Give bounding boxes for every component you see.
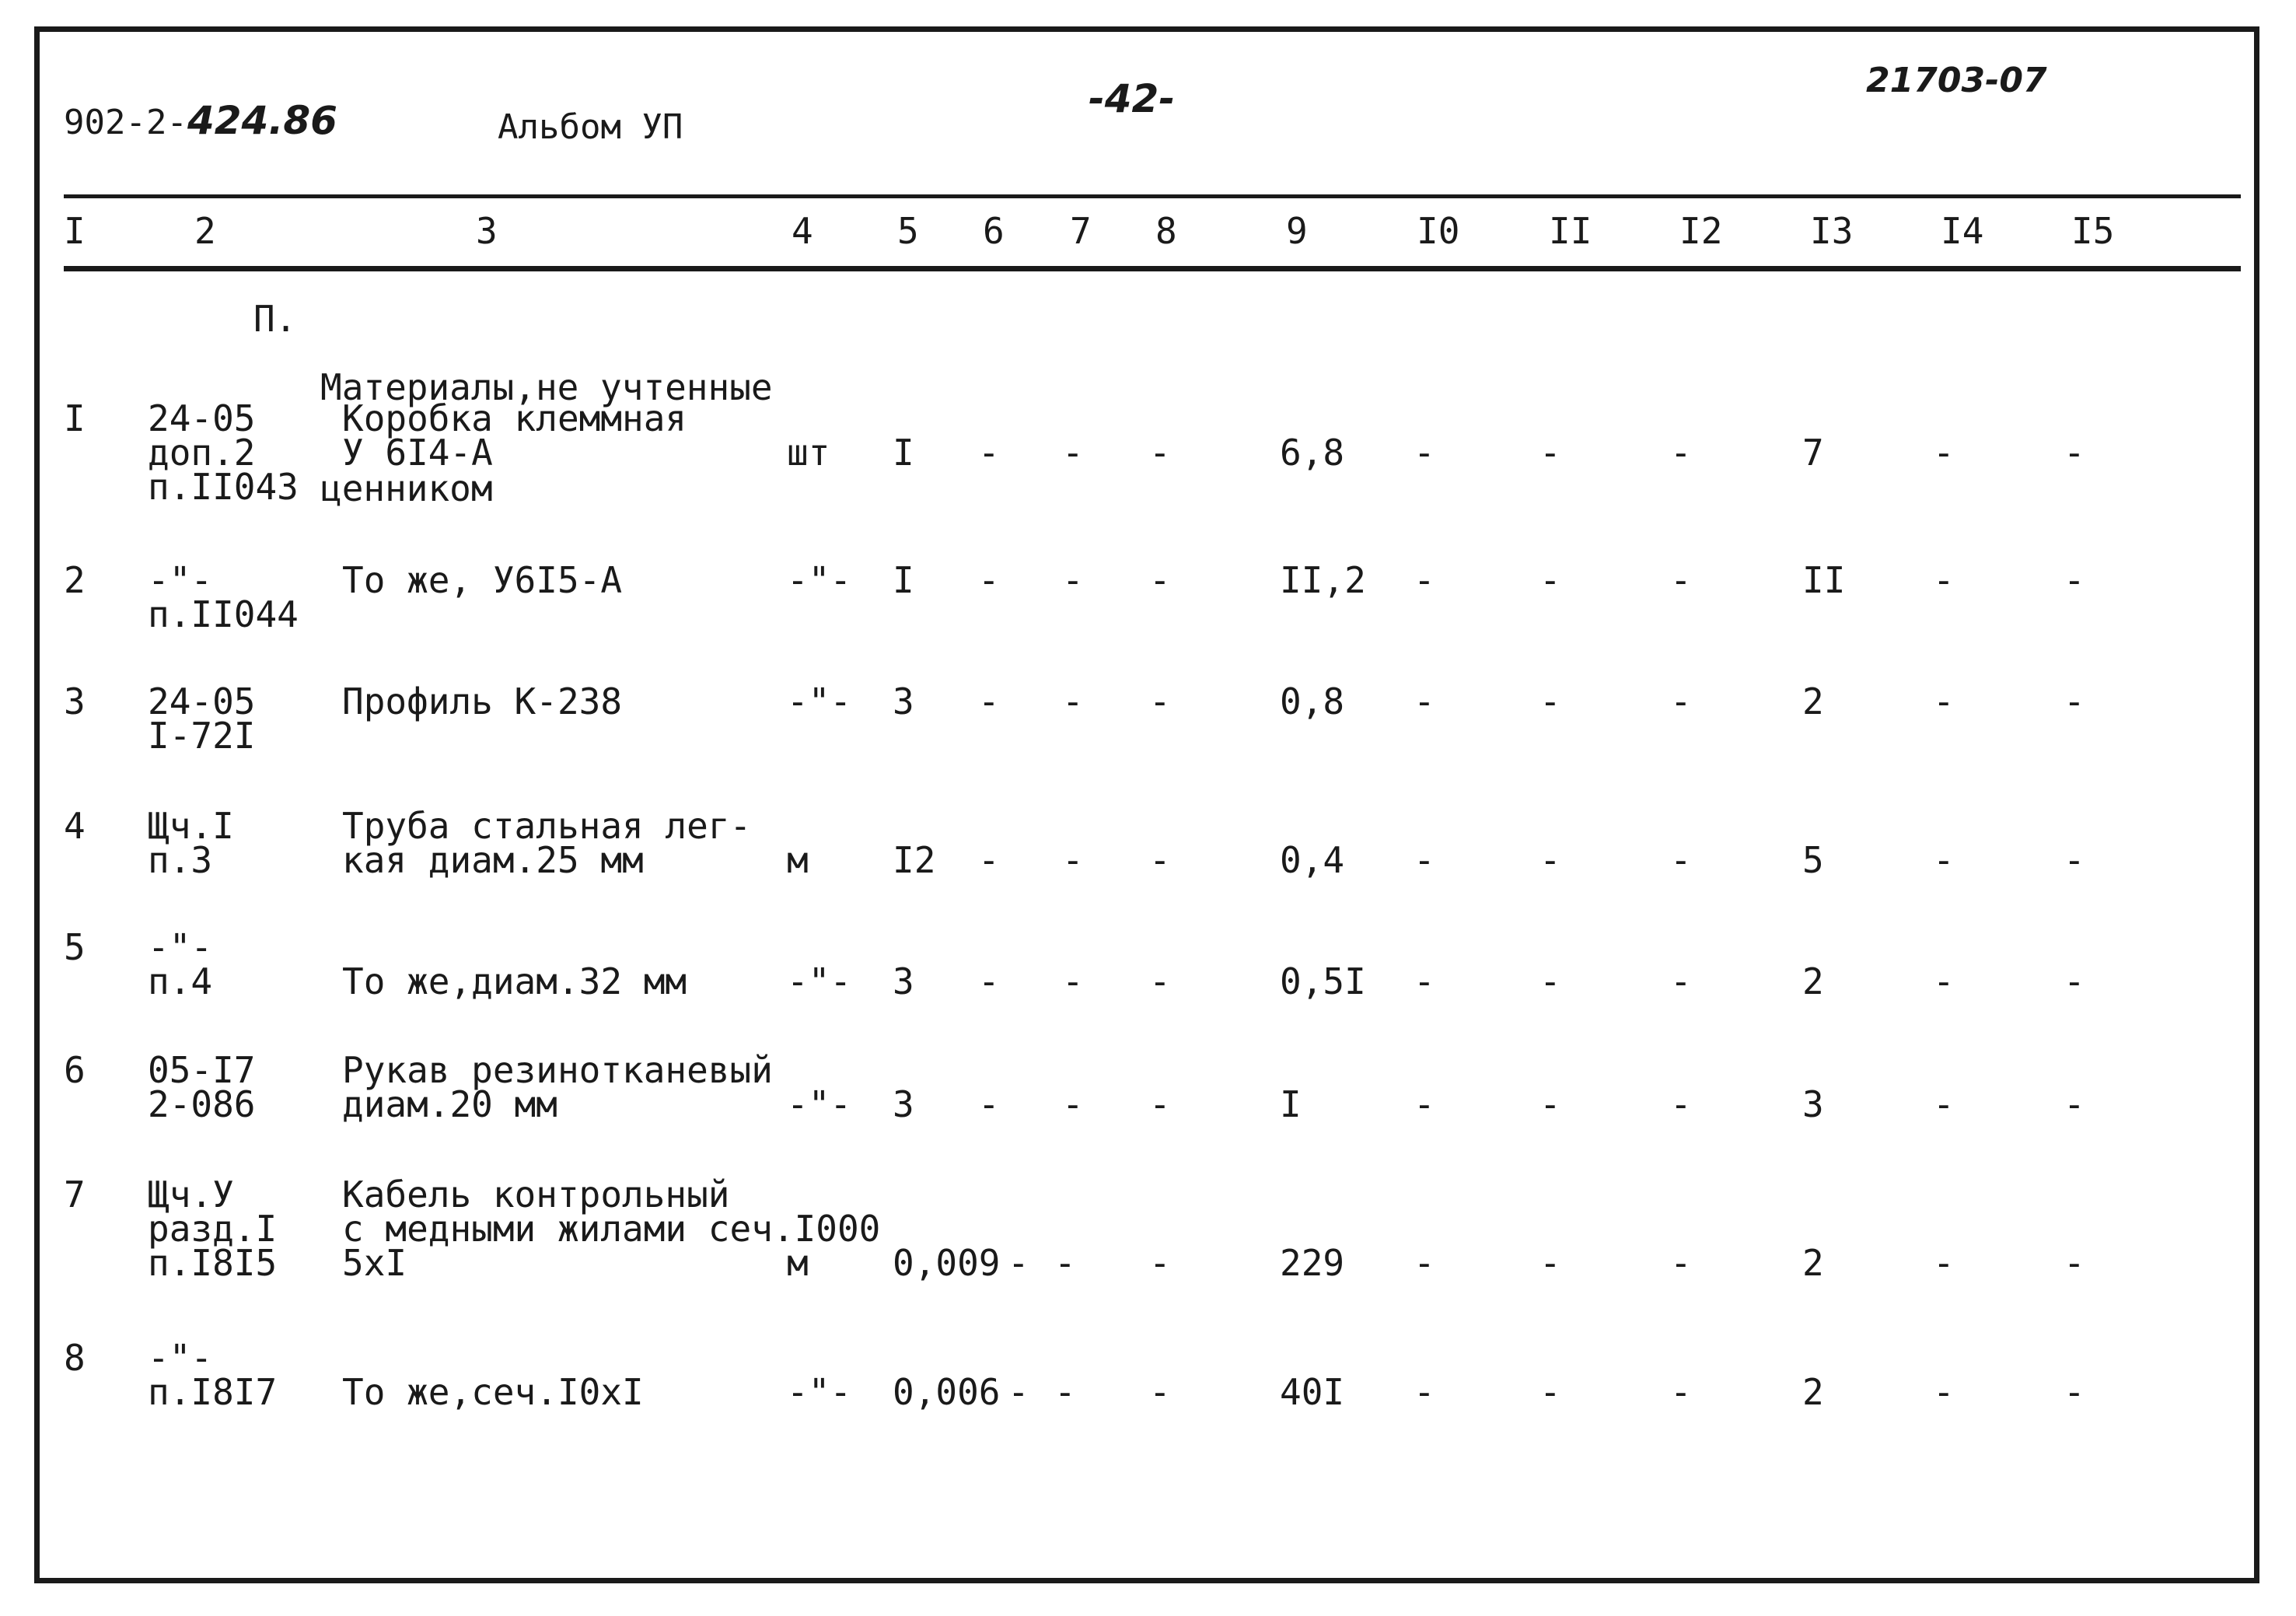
price-reference-line: п.I8I5 bbox=[148, 1242, 278, 1284]
dash-c12: - bbox=[1670, 960, 1692, 1002]
price-reference-line: Щч.I bbox=[148, 805, 234, 847]
dash-c6: - bbox=[978, 680, 1000, 722]
value-c13: 2 bbox=[1802, 1371, 1824, 1413]
dash-c8: - bbox=[1149, 839, 1171, 881]
price-reference bbox=[148, 805, 234, 881]
dash-c8: - bbox=[1149, 1371, 1171, 1413]
dash-c11: - bbox=[1539, 432, 1561, 474]
col-num-2: 2 bbox=[194, 210, 216, 252]
value-c13: 7 bbox=[1802, 432, 1824, 474]
material-name-line: То же, У6I5-А bbox=[342, 559, 623, 601]
dash-c11: - bbox=[1539, 1242, 1561, 1284]
col-num-15: I5 bbox=[2071, 210, 2115, 252]
dash-c11: - bbox=[1539, 1371, 1561, 1413]
dash-c15: - bbox=[2064, 960, 2085, 1002]
dash-c11: - bbox=[1539, 839, 1561, 881]
dash-c6: - bbox=[978, 839, 1000, 881]
series-number: 424.86 bbox=[187, 98, 337, 143]
value-c9: 229 bbox=[1280, 1242, 1345, 1284]
dash-c10: - bbox=[1414, 960, 1435, 1002]
price-reference-line: -"- bbox=[148, 559, 213, 601]
price-reference-line: доп.2 bbox=[148, 432, 256, 474]
dash-c6: - bbox=[1008, 1371, 1029, 1413]
dash-c8: - bbox=[1149, 960, 1171, 1002]
dash-c7: - bbox=[1062, 839, 1084, 881]
dash-c10: - bbox=[1414, 432, 1435, 474]
dash-c12: - bbox=[1670, 839, 1692, 881]
value-c13: 2 bbox=[1802, 960, 1824, 1002]
material-name-line: Профиль К-238 bbox=[342, 680, 623, 722]
price-reference bbox=[148, 926, 213, 1002]
material-name bbox=[342, 1371, 644, 1413]
material-name-line: диам.20 мм bbox=[342, 1083, 557, 1125]
dash-c10: - bbox=[1414, 839, 1435, 881]
price-reference-line: -"- bbox=[148, 1337, 213, 1379]
unit: -"- bbox=[787, 1371, 852, 1413]
price-reference bbox=[148, 559, 299, 635]
dash-c15: - bbox=[2064, 680, 2085, 722]
col-num-8: 8 bbox=[1155, 210, 1177, 252]
dash-c14: - bbox=[1933, 559, 1955, 601]
dash-c6: - bbox=[978, 1083, 1000, 1125]
value-c9: 0,8 bbox=[1280, 680, 1345, 722]
dash-c6: - bbox=[978, 559, 1000, 601]
album-label: Альбом УП bbox=[498, 107, 683, 147]
col-num-14: I4 bbox=[1941, 210, 1984, 252]
dash-c15: - bbox=[2064, 1371, 2085, 1413]
value-c5: I2 bbox=[893, 839, 936, 881]
value-c9: 0,5I bbox=[1280, 960, 1366, 1002]
inventory-number: 21703-07 bbox=[1866, 61, 2047, 100]
dash-c11: - bbox=[1539, 680, 1561, 722]
dash-c14: - bbox=[1933, 1242, 1955, 1284]
col-num-1: I bbox=[64, 210, 86, 252]
row-number: 3 bbox=[64, 680, 86, 722]
dash-c7: - bbox=[1062, 960, 1084, 1002]
material-name bbox=[342, 1049, 773, 1125]
document-series bbox=[64, 98, 337, 143]
section-mark: П. bbox=[253, 298, 297, 340]
price-reference-line: 24-05 bbox=[148, 680, 256, 722]
value-c9: 40I bbox=[1280, 1371, 1345, 1413]
material-name-line: У 6I4-А bbox=[342, 432, 493, 474]
material-name bbox=[342, 805, 752, 881]
dash-c7: - bbox=[1062, 1083, 1084, 1125]
price-reference-line: п.3 bbox=[148, 839, 213, 881]
dash-c14: - bbox=[1933, 1083, 1955, 1125]
dash-c10: - bbox=[1414, 1371, 1435, 1413]
row-number: 4 bbox=[64, 805, 86, 847]
unit: -"- bbox=[787, 680, 852, 722]
header-rule-bottom bbox=[64, 266, 2241, 271]
dash-c14: - bbox=[1933, 839, 1955, 881]
dash-c8: - bbox=[1149, 1083, 1171, 1125]
price-reference-line: Щч.У bbox=[148, 1174, 234, 1215]
dash-c12: - bbox=[1670, 432, 1692, 474]
col-num-6: 6 bbox=[983, 210, 1005, 252]
value-c5: 3 bbox=[893, 1083, 914, 1125]
dash-c10: - bbox=[1414, 1083, 1435, 1125]
dash-c15: - bbox=[2064, 1242, 2085, 1284]
value-c13: 5 bbox=[1802, 839, 1824, 881]
col-num-11: II bbox=[1549, 210, 1592, 252]
price-reference bbox=[148, 1174, 278, 1284]
value-c13: 2 bbox=[1802, 1242, 1824, 1284]
value-c5: 3 bbox=[893, 680, 914, 722]
dash-c7: - bbox=[1054, 1242, 1076, 1284]
dash-c10: - bbox=[1414, 559, 1435, 601]
dash-c15: - bbox=[2064, 559, 2085, 601]
price-reference bbox=[148, 1049, 256, 1125]
value-c13: II bbox=[1802, 559, 1846, 601]
dash-c8: - bbox=[1149, 432, 1171, 474]
row-number: I bbox=[64, 397, 86, 439]
unit: м bbox=[787, 1242, 809, 1284]
dash-c10: - bbox=[1414, 680, 1435, 722]
row-number: 8 bbox=[64, 1337, 86, 1379]
dash-c14: - bbox=[1933, 960, 1955, 1002]
price-reference bbox=[148, 397, 299, 508]
dash-c14: - bbox=[1933, 1371, 1955, 1413]
material-name-line: Коробка клеммная bbox=[342, 397, 687, 439]
dash-c6: - bbox=[978, 432, 1000, 474]
dash-c11: - bbox=[1539, 960, 1561, 1002]
dash-c7: - bbox=[1062, 559, 1084, 601]
dash-c10: - bbox=[1414, 1242, 1435, 1284]
material-name-line: 5хI bbox=[342, 1242, 407, 1284]
dash-c8: - bbox=[1149, 559, 1171, 601]
value-c9: 0,4 bbox=[1280, 839, 1345, 881]
price-reference-line: п.II044 bbox=[148, 593, 299, 635]
price-reference bbox=[148, 1337, 278, 1413]
col-num-4: 4 bbox=[792, 210, 813, 252]
col-num-3: 3 bbox=[476, 210, 498, 252]
unit: м bbox=[787, 839, 809, 881]
value-c13: 3 bbox=[1802, 1083, 1824, 1125]
value-c5: 0,009 bbox=[893, 1242, 1001, 1284]
unit: -"- bbox=[787, 960, 852, 1002]
material-name-line: Труба стальная лег- bbox=[342, 805, 752, 847]
dash-c8: - bbox=[1149, 1242, 1171, 1284]
row-number: 2 bbox=[64, 559, 86, 601]
dash-c15: - bbox=[2064, 1083, 2085, 1125]
dash-c11: - bbox=[1539, 1083, 1561, 1125]
material-name-line: Кабель контрольный bbox=[342, 1174, 730, 1215]
price-reference-line: I-72I bbox=[148, 715, 256, 757]
row-number: 5 bbox=[64, 926, 86, 968]
price-reference-line: п.II043 bbox=[148, 466, 299, 508]
dash-c14: - bbox=[1933, 680, 1955, 722]
value-c9: I bbox=[1280, 1083, 1302, 1125]
material-name-line: То же,сеч.I0хI bbox=[342, 1371, 644, 1413]
price-reference-line: 05-I7 bbox=[148, 1049, 256, 1091]
price-reference-line: 24-05 bbox=[148, 397, 256, 439]
material-name bbox=[342, 397, 687, 474]
col-num-10: I0 bbox=[1417, 210, 1460, 252]
page-number: -42- bbox=[1089, 76, 1176, 121]
dash-c6: - bbox=[978, 960, 1000, 1002]
col-num-9: 9 bbox=[1286, 210, 1308, 252]
value-c5: 0,006 bbox=[893, 1371, 1001, 1413]
dash-c6: - bbox=[1008, 1242, 1029, 1284]
dash-c12: - bbox=[1670, 680, 1692, 722]
dash-c12: - bbox=[1670, 1083, 1692, 1125]
series-prefix: 902-2- bbox=[64, 103, 187, 142]
price-reference-line: разд.I bbox=[148, 1208, 278, 1250]
dash-c12: - bbox=[1670, 559, 1692, 601]
value-c9: 6,8 bbox=[1280, 432, 1345, 474]
dash-c12: - bbox=[1670, 1242, 1692, 1284]
col-num-12: I2 bbox=[1679, 210, 1723, 252]
section-title-line: Материалы,не учтенные bbox=[320, 366, 773, 408]
material-name bbox=[342, 960, 687, 1002]
value-c5: I bbox=[893, 432, 914, 474]
dash-c12: - bbox=[1670, 1371, 1692, 1413]
material-name-line: с медными жилами сеч.I000 bbox=[342, 1208, 881, 1250]
material-name-line: Рукав резинотканевый bbox=[342, 1049, 773, 1091]
dash-c7: - bbox=[1054, 1371, 1076, 1413]
section-title-line: ценником bbox=[320, 467, 493, 509]
price-reference-line: п.I8I7 bbox=[148, 1371, 278, 1413]
dash-c8: - bbox=[1149, 680, 1171, 722]
unit: шт bbox=[787, 432, 830, 474]
material-name-line: кая диам.25 мм bbox=[342, 839, 644, 881]
price-reference-line: 2-086 bbox=[148, 1083, 256, 1125]
row-number: 6 bbox=[64, 1049, 86, 1091]
col-num-13: I3 bbox=[1810, 210, 1854, 252]
value-c9: II,2 bbox=[1280, 559, 1366, 601]
dash-c7: - bbox=[1062, 680, 1084, 722]
value-c5: 3 bbox=[893, 960, 914, 1002]
value-c5: I bbox=[893, 559, 914, 601]
col-num-7: 7 bbox=[1070, 210, 1092, 252]
col-num-5: 5 bbox=[897, 210, 919, 252]
header-rule-top bbox=[64, 194, 2241, 198]
price-reference-line: -"- bbox=[148, 926, 213, 968]
dash-c7: - bbox=[1062, 432, 1084, 474]
material-name bbox=[342, 559, 623, 601]
dash-c15: - bbox=[2064, 432, 2085, 474]
unit: -"- bbox=[787, 1083, 852, 1125]
dash-c14: - bbox=[1933, 432, 1955, 474]
dash-c11: - bbox=[1539, 559, 1561, 601]
row-number: 7 bbox=[64, 1174, 86, 1215]
material-name-line: То же,диам.32 мм bbox=[342, 960, 687, 1002]
price-reference bbox=[148, 680, 256, 757]
material-name bbox=[342, 680, 623, 722]
dash-c15: - bbox=[2064, 839, 2085, 881]
value-c13: 2 bbox=[1802, 680, 1824, 722]
unit: -"- bbox=[787, 559, 852, 601]
price-reference-line: п.4 bbox=[148, 960, 213, 1002]
